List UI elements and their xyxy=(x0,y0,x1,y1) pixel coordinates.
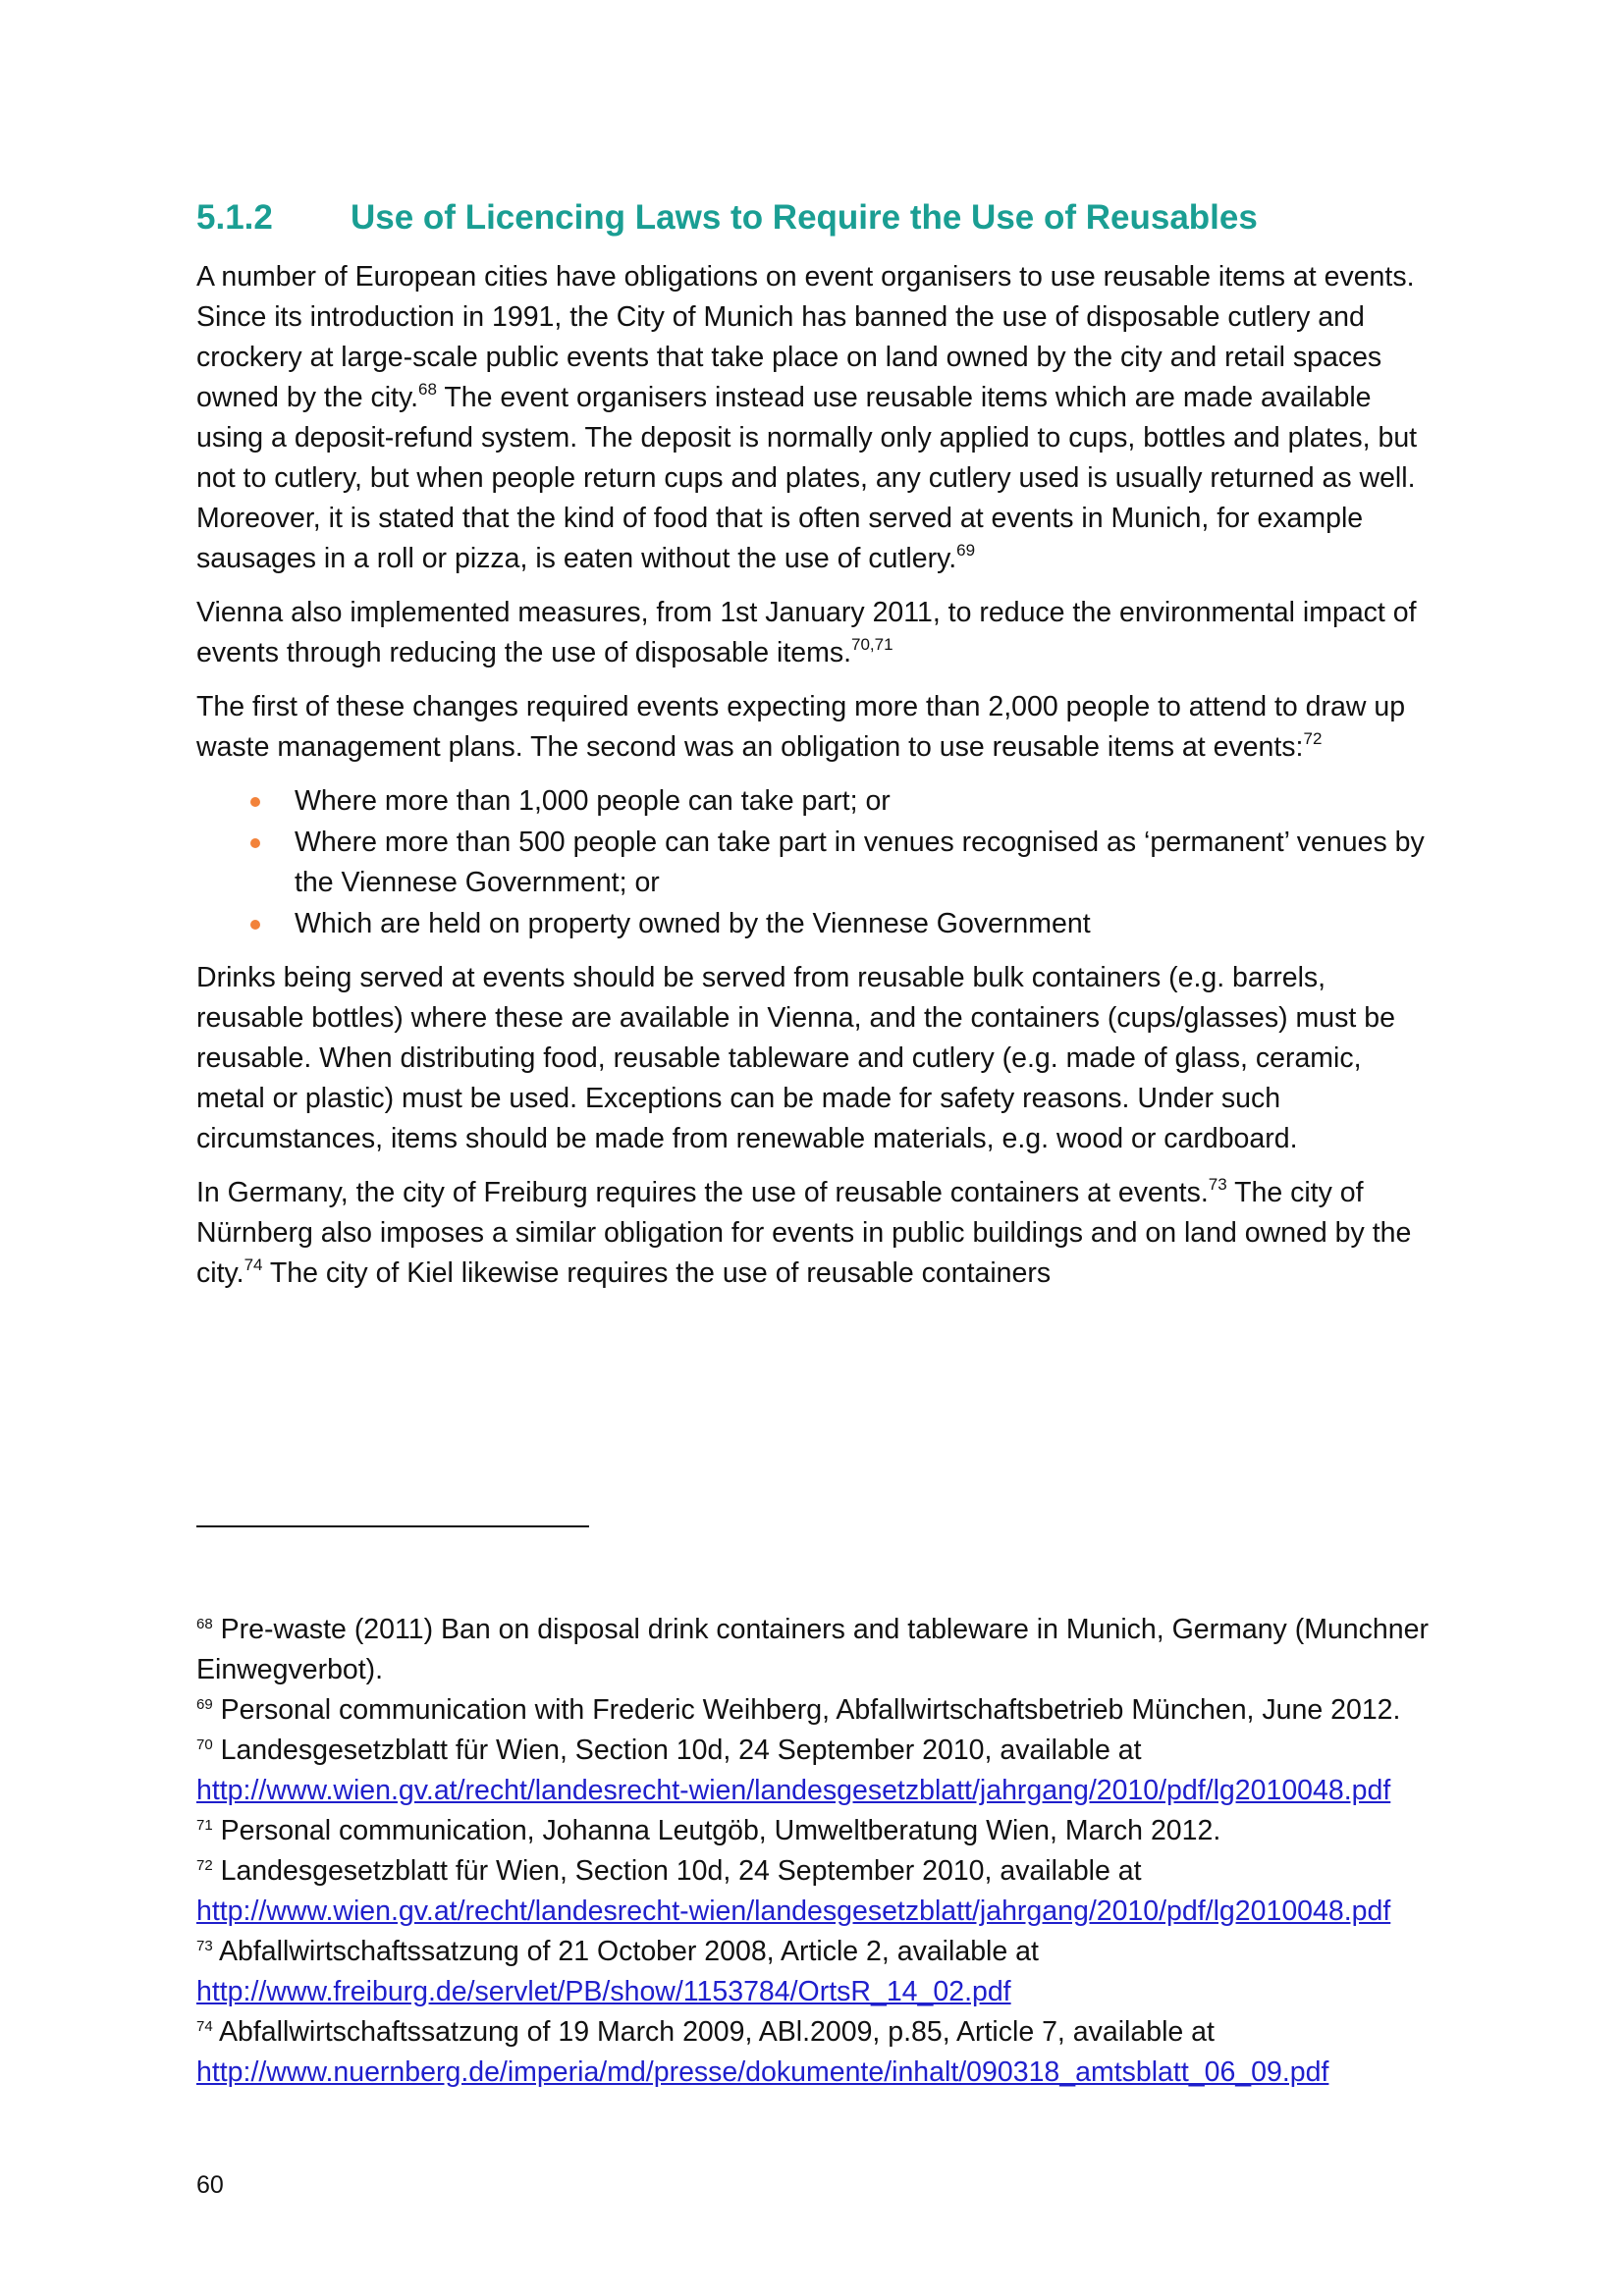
paragraph-vienna xyxy=(196,593,1434,673)
paragraph-munich xyxy=(196,257,1434,579)
footnote xyxy=(196,1932,1434,2012)
footnotes xyxy=(196,1610,1434,2093)
paragraph-text: The city of Nürnberg also imposes a similar obligation for events in public buildings and on land owned by the city. xyxy=(196,1177,1412,1289)
paragraph-text: The first of these changes required events expecting more than 2,000 people to attend to draw up waste management plans. The second was an obligation to use reusable items at events: xyxy=(196,691,1406,763)
paragraph-text: Vienna also implemented measures, from 1st January 2011, to reduce the environmental impact of events through reducing the use of disposable items. xyxy=(196,597,1417,668)
footnote-number: 73 xyxy=(196,1938,213,1954)
footnote-link[interactable]: http://www.wien.gv.at/recht/landesrecht-wien/landesgesetzblatt/jahrgang/2010/pdf/lg2010048.pdf xyxy=(196,1896,1391,1927)
bullet-icon xyxy=(250,838,260,848)
bullet-icon xyxy=(250,920,260,930)
page-number: 60 xyxy=(196,2171,224,2199)
footnote-text: Pre-waste (2011) Ban on disposal drink containers and tableware in Munich, Germany (Munchner Einwegverbot). xyxy=(196,1614,1429,1685)
section-title: Use of Licencing Laws to Require the Use of Reusables xyxy=(351,198,1258,237)
paragraph-text: The city of Kiel likewise requires the use of reusable containers xyxy=(262,1257,1052,1289)
footnote-number: 72 xyxy=(196,1857,213,1874)
footnote xyxy=(196,2012,1434,2093)
paragraph-text: In Germany, the city of Freiburg requires the use of reusable containers at events. xyxy=(196,1177,1209,1208)
paragraph-text: A number of European cities have obligations on event organisers to use reusable items at events. Since its introduction in 1991, the City of Munich has banned the use of disposable cutlery and crockery at large-scale public events that take place on land owned by the city and retail spaces owned by the city. xyxy=(196,261,1415,413)
list-item xyxy=(295,823,1434,903)
paragraph-changes xyxy=(196,687,1434,768)
footnote xyxy=(196,1811,1434,1851)
list-item xyxy=(295,781,1434,822)
section-number: 5.1.2 xyxy=(196,198,273,237)
footnote-number: 68 xyxy=(196,1616,213,1632)
footnote-divider xyxy=(196,1525,589,1527)
paragraph-germany xyxy=(196,1173,1434,1294)
section-heading xyxy=(196,192,1434,243)
footnote-number: 71 xyxy=(196,1817,213,1834)
paragraph-text: The event organisers instead use reusable items which are made available using a deposit-refund system. The deposit is normally only applied to cups, bottles and plates, but not to cutlery, but when people return cups and plates, any cutlery used is usually returned as well. Moreover, it is stated that the kind of food that is often served at events in Munich, for example sausages in a roll or pizza, is eaten without the use of cutlery. xyxy=(196,382,1418,574)
list-item xyxy=(295,904,1434,944)
bullet-icon xyxy=(250,797,260,807)
footnote-text: Landesgesetzblatt für Wien, Section 10d, 24 September 2010, available at xyxy=(212,1855,1142,1887)
footnote-ref[interactable]: 68 xyxy=(418,380,437,399)
footnote-ref[interactable]: 70,71 xyxy=(851,635,893,654)
footnote-text: Landesgesetzblatt für Wien, Section 10d, 24 September 2010, available at xyxy=(212,1735,1142,1766)
list-item-text: Where more than 1,000 people can take part; or xyxy=(295,785,891,817)
footnote-ref[interactable]: 73 xyxy=(1208,1175,1227,1194)
footnote-text: Personal communication with Frederic Weihberg, Abfallwirtschaftsbetrieb München, June 2012. xyxy=(212,1694,1401,1726)
footnote-text: Abfallwirtschaftssatzung of 19 March 2009, ABl.2009, p.85, Article 7, available at xyxy=(212,2016,1215,2048)
footnote-number: 69 xyxy=(196,1696,213,1713)
paragraph-drinks: Drinks being served at events should be served from reusable bulk containers (e.g. barrels, reusable bottles) where these are available in Vienna, and the containers (cups/glasses) must be reusable. When distributing food, reusable tableware and cutlery (e.g. made of glass, ceramic, metal or plastic) must be used. Exceptions can be made for safety reasons. Under such circumstances, items should be made from renewable materials, e.g. wood or cardboard. xyxy=(196,962,1395,1154)
footnote-text: Personal communication, Johanna Leutgöb, Umweltberatung Wien, March 2012. xyxy=(212,1815,1221,1846)
bullet-list xyxy=(196,781,1434,944)
footnote xyxy=(196,1731,1434,1811)
footnote-ref[interactable]: 69 xyxy=(956,541,976,560)
list-item-text: Where more than 500 people can take part in venues recognised as ‘permanent’ venues by the Viennese Government; or xyxy=(295,827,1425,898)
footnote-number: 70 xyxy=(196,1736,213,1753)
footnote xyxy=(196,1690,1434,1731)
footnote xyxy=(196,1851,1434,1932)
footnote-link[interactable]: http://www.freiburg.de/servlet/PB/show/1153784/OrtsR_14_02.pdf xyxy=(196,1976,1011,2007)
main-content xyxy=(196,192,1434,1308)
footnote-link[interactable]: http://www.wien.gv.at/recht/landesrecht-wien/landesgesetzblatt/jahrgang/2010/pdf/lg2010048.pdf xyxy=(196,1775,1391,1806)
footnote-text: Abfallwirtschaftssatzung of 21 October 2008, Article 2, available at xyxy=(212,1936,1039,1967)
list-item-text: Which are held on property owned by the Viennese Government xyxy=(295,908,1091,939)
footnote-link[interactable]: http://www.nuernberg.de/imperia/md/presse/dokumente/inhalt/090318_amtsblatt_06_09.pdf xyxy=(196,2056,1329,2088)
footnote xyxy=(196,1610,1434,1690)
footnote-ref[interactable]: 74 xyxy=(243,1255,263,1274)
footnote-number: 74 xyxy=(196,2018,213,2035)
footnote-ref[interactable]: 72 xyxy=(1303,729,1323,748)
